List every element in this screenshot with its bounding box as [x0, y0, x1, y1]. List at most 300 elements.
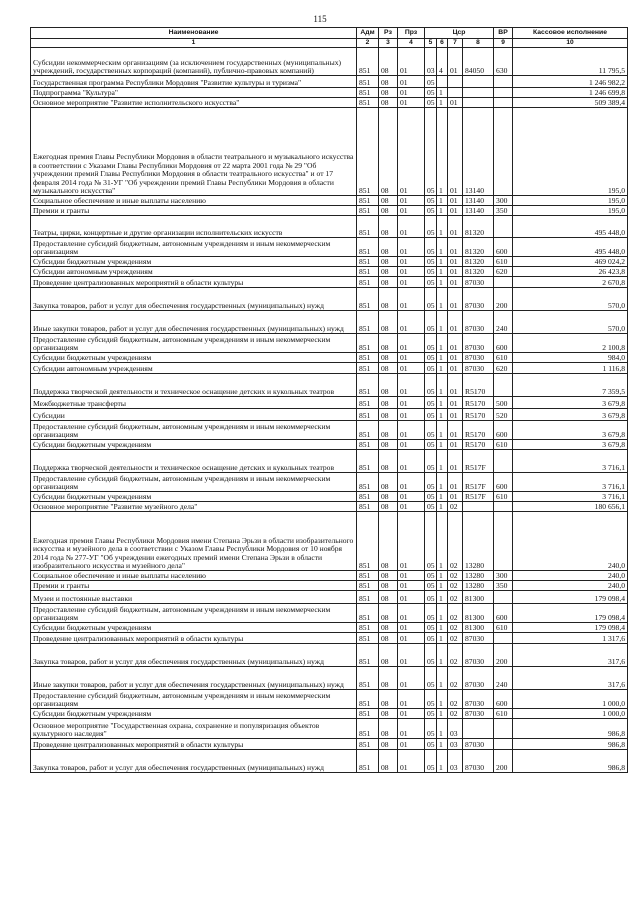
row-rz: 08 — [379, 473, 398, 492]
table-row — [31, 108, 628, 196]
row-csr-program: 05 — [425, 88, 437, 98]
row-csr-direction: 13140 — [463, 108, 494, 196]
row-csr-program: 05 — [425, 108, 437, 196]
column-number: 2 — [357, 39, 379, 48]
row-csr-program: 05 — [425, 719, 437, 739]
row-prz: 01 — [398, 473, 425, 492]
row-csr-direction — [463, 76, 494, 88]
row-csr-subprogram: 1 — [437, 450, 448, 473]
row-csr-subprogram: 1 — [437, 502, 448, 512]
row-csr-subprogram: 1 — [437, 277, 448, 288]
row-amount: 3 679,8 — [513, 421, 628, 440]
row-rz: 08 — [379, 196, 398, 206]
row-csr-direction: 87030 — [463, 709, 494, 719]
table-row — [31, 267, 628, 277]
row-rz: 08 — [379, 690, 398, 709]
row-csr-subprogram — [437, 76, 448, 88]
row-csr-program: 05 — [425, 353, 437, 363]
row-csr-direction — [463, 502, 494, 512]
row-rz: 08 — [379, 440, 398, 450]
row-rz: 08 — [379, 623, 398, 633]
row-adm: 851 — [357, 690, 379, 709]
row-vr: 600 — [494, 334, 513, 353]
row-rz: 08 — [379, 334, 398, 353]
row-prz: 01 — [398, 421, 425, 440]
row-adm: 851 — [357, 473, 379, 492]
row-csr-program: 05 — [425, 604, 437, 623]
row-vr: 610 — [494, 353, 513, 363]
row-csr-subprogram: 1 — [437, 719, 448, 739]
row-rz: 08 — [379, 353, 398, 363]
row-adm: 851 — [357, 581, 379, 591]
row-prz: 01 — [398, 238, 425, 257]
row-csr-activity: 01 — [448, 98, 463, 108]
row-csr-program: 05 — [425, 450, 437, 473]
row-rz: 08 — [379, 604, 398, 623]
row-vr: 200 — [494, 644, 513, 667]
row-prz: 01 — [398, 492, 425, 502]
column-number: 1 — [31, 39, 357, 48]
row-vr: 620 — [494, 363, 513, 374]
row-csr-direction: R5170 — [463, 421, 494, 440]
row-adm: 851 — [357, 492, 379, 502]
row-csr-activity — [448, 76, 463, 88]
row-csr-subprogram: 1 — [437, 288, 448, 311]
row-name: Субсидии некоммерческим организациям (за исключением государственных (муниципальных) учреждений, государственных корпораций (компаний), публично-правовых компаний) — [31, 48, 357, 76]
row-csr-direction: 87030 — [463, 277, 494, 288]
row-name: Премии и гранты — [31, 206, 357, 216]
table-row — [31, 288, 628, 311]
row-adm: 851 — [357, 719, 379, 739]
table-row — [31, 604, 628, 623]
row-csr-program: 05 — [425, 238, 437, 257]
row-csr-subprogram: 1 — [437, 196, 448, 206]
row-csr-subprogram: 1 — [437, 363, 448, 374]
row-csr-direction: 81320 — [463, 216, 494, 238]
row-csr-direction: R517F — [463, 492, 494, 502]
row-csr-activity: 01 — [448, 216, 463, 238]
row-vr: 600 — [494, 604, 513, 623]
row-csr-program: 05 — [425, 288, 437, 311]
row-csr-direction: 81320 — [463, 267, 494, 277]
table-row — [31, 719, 628, 739]
row-prz: 01 — [398, 440, 425, 450]
row-vr: 200 — [494, 750, 513, 773]
row-csr-program: 05 — [425, 257, 437, 267]
row-csr-direction: 81300 — [463, 604, 494, 623]
row-csr-program: 05 — [425, 581, 437, 591]
row-name: Субсидии бюджетным учреждениям — [31, 623, 357, 633]
row-adm: 851 — [357, 288, 379, 311]
row-vr — [494, 512, 513, 571]
row-amount: 179 098,4 — [513, 604, 628, 623]
row-name: Социальное обеспечение и иные выплаты населению — [31, 196, 357, 206]
row-prz: 01 — [398, 512, 425, 571]
budget-table — [30, 27, 628, 773]
column-number: 7 — [448, 39, 463, 48]
row-csr-activity: 01 — [448, 473, 463, 492]
row-vr: 610 — [494, 623, 513, 633]
row-adm: 851 — [357, 750, 379, 773]
row-vr: 610 — [494, 709, 513, 719]
table-row — [31, 450, 628, 473]
row-csr-program: 05 — [425, 267, 437, 277]
row-vr: 500 — [494, 397, 513, 409]
table-row — [31, 216, 628, 238]
row-csr-activity: 02 — [448, 709, 463, 719]
row-name: Социальное обеспечение и иные выплаты населению — [31, 571, 357, 581]
row-name: Предоставление субсидий бюджетным, автономным учреждениям и иным некоммерческим организациям — [31, 690, 357, 709]
row-amount: 3 716,1 — [513, 473, 628, 492]
row-name: Субсидии автономным учреждениям — [31, 363, 357, 374]
row-csr-activity: 02 — [448, 571, 463, 581]
row-name: Закупка товаров, работ и услуг для обеспечения государственных (муниципальных) нужд — [31, 644, 357, 667]
table-row — [31, 440, 628, 450]
row-vr — [494, 374, 513, 397]
row-prz: 01 — [398, 571, 425, 581]
row-name: Субсидии — [31, 409, 357, 421]
row-rz: 08 — [379, 512, 398, 571]
row-csr-program: 05 — [425, 571, 437, 581]
header-csr: Цср — [425, 28, 494, 39]
row-csr-program: 05 — [425, 512, 437, 571]
row-csr-subprogram: 1 — [437, 216, 448, 238]
row-csr-program: 05 — [425, 311, 437, 334]
table-row — [31, 421, 628, 440]
row-amount: 986,8 — [513, 739, 628, 750]
row-csr-program: 05 — [425, 591, 437, 604]
row-vr: 600 — [494, 690, 513, 709]
table-row — [31, 238, 628, 257]
row-amount: 984,0 — [513, 353, 628, 363]
row-amount: 240,0 — [513, 581, 628, 591]
row-csr-activity: 01 — [448, 288, 463, 311]
row-csr-direction: 81320 — [463, 257, 494, 267]
row-csr-direction: 87030 — [463, 353, 494, 363]
row-adm: 851 — [357, 216, 379, 238]
row-csr-subprogram: 1 — [437, 739, 448, 750]
row-csr-activity: 01 — [448, 421, 463, 440]
row-csr-subprogram: 1 — [437, 571, 448, 581]
row-name: Субсидии бюджетным учреждениям — [31, 257, 357, 267]
row-prz: 01 — [398, 667, 425, 690]
row-adm: 851 — [357, 633, 379, 644]
row-rz: 08 — [379, 409, 398, 421]
table-row — [31, 512, 628, 571]
row-amount: 1 000,0 — [513, 690, 628, 709]
row-vr — [494, 98, 513, 108]
row-prz: 01 — [398, 48, 425, 76]
row-rz: 08 — [379, 450, 398, 473]
row-csr-program: 05 — [425, 502, 437, 512]
row-rz: 08 — [379, 363, 398, 374]
row-amount: 3 679,8 — [513, 397, 628, 409]
row-csr-activity: 01 — [448, 311, 463, 334]
row-adm: 851 — [357, 48, 379, 76]
row-adm: 851 — [357, 667, 379, 690]
row-name: Проведение централизованных мероприятий в области культуры — [31, 277, 357, 288]
table-row — [31, 277, 628, 288]
row-amount: 1 246 699,8 — [513, 88, 628, 98]
row-prz: 01 — [398, 581, 425, 591]
row-csr-direction — [463, 88, 494, 98]
row-csr-program: 05 — [425, 633, 437, 644]
row-amount: 495 448,0 — [513, 238, 628, 257]
row-prz: 01 — [398, 76, 425, 88]
row-vr — [494, 108, 513, 196]
row-vr — [494, 76, 513, 88]
row-name: Иные закупки товаров, работ и услуг для обеспечения государственных (муниципальных) нужд — [31, 311, 357, 334]
row-name: Предоставление субсидий бюджетным, автономным учреждениям и иным некоммерческим организациям — [31, 421, 357, 440]
row-prz: 01 — [398, 591, 425, 604]
row-csr-activity: 01 — [448, 238, 463, 257]
row-csr-activity: 01 — [448, 374, 463, 397]
row-csr-program: 05 — [425, 667, 437, 690]
row-name: Субсидии бюджетным учреждениям — [31, 709, 357, 719]
row-name: Межбюджетные трансферты — [31, 397, 357, 409]
row-rz: 08 — [379, 644, 398, 667]
row-csr-activity: 01 — [448, 257, 463, 267]
row-rz: 08 — [379, 216, 398, 238]
row-csr-program: 05 — [425, 363, 437, 374]
row-csr-subprogram: 1 — [437, 709, 448, 719]
row-csr-direction: R517F — [463, 450, 494, 473]
table-header-row — [31, 28, 628, 39]
table-row — [31, 196, 628, 206]
row-csr-activity: 01 — [448, 108, 463, 196]
row-csr-subprogram: 1 — [437, 591, 448, 604]
row-name: Основное мероприятие "Развитие музейного дела" — [31, 502, 357, 512]
row-csr-activity: 02 — [448, 512, 463, 571]
row-name: Подпрограмма "Культура" — [31, 88, 357, 98]
row-rz: 08 — [379, 750, 398, 773]
row-csr-activity: 01 — [448, 196, 463, 206]
row-csr-subprogram: 1 — [437, 750, 448, 773]
row-prz: 01 — [398, 374, 425, 397]
row-amount: 179 098,4 — [513, 591, 628, 604]
row-csr-activity: 01 — [448, 206, 463, 216]
row-rz: 08 — [379, 397, 398, 409]
row-csr-direction: R5170 — [463, 440, 494, 450]
row-adm: 851 — [357, 267, 379, 277]
row-amount: 3 679,8 — [513, 409, 628, 421]
table-row — [31, 739, 628, 750]
row-csr-subprogram: 1 — [437, 257, 448, 267]
row-name: Ежегодная премия Главы Республики Мордовия в области театрального и музыкального искусства в соответствии с Указами Главы Республики Мордовия от 22 марта 2001 года № 29 "Об учреждении премий Главы Республики Мордовия в области театрального искусства" и от 17 февраля 2014 года № 31-УГ "Об учреждении премий Главы Республики Мордовия в области музыкального искусства" — [31, 108, 357, 196]
row-name: Основное мероприятие "Государственная охрана, сохранение и популяризация объектов культурного наследия" — [31, 719, 357, 739]
row-csr-subprogram: 1 — [437, 644, 448, 667]
row-amount: 317,6 — [513, 667, 628, 690]
row-rz: 08 — [379, 571, 398, 581]
row-adm: 851 — [357, 311, 379, 334]
row-name: Ежегодная премия Главы Республики Мордовия имени Степана Эрьзи в области изобразительного искусства и музейного дела в соответствии с Указом Главы Республики Мордовия от 10 ноября 2014 года № 277-УГ "Об учреждении ежегодных премий имени Степана Эрьзи в области изобразительного искусства и музейного дела" — [31, 512, 357, 571]
row-csr-subprogram: 1 — [437, 633, 448, 644]
row-csr-direction: 87030 — [463, 311, 494, 334]
row-rz: 08 — [379, 421, 398, 440]
row-adm: 851 — [357, 450, 379, 473]
row-csr-subprogram: 1 — [437, 409, 448, 421]
row-amount: 570,0 — [513, 288, 628, 311]
row-prz: 01 — [398, 409, 425, 421]
row-csr-activity: 01 — [448, 334, 463, 353]
row-csr-direction: R517F — [463, 473, 494, 492]
row-vr — [494, 633, 513, 644]
row-csr-program: 05 — [425, 492, 437, 502]
row-adm: 851 — [357, 257, 379, 267]
row-rz: 08 — [379, 288, 398, 311]
row-name: Предоставление субсидий бюджетным, автономным учреждениям и иным некоммерческим организациям — [31, 238, 357, 257]
row-csr-direction: 87030 — [463, 750, 494, 773]
row-csr-program: 05 — [425, 623, 437, 633]
header-amount: Кассовое исполнение — [513, 28, 628, 39]
row-vr: 610 — [494, 257, 513, 267]
row-vr — [494, 88, 513, 98]
row-prz: 01 — [398, 353, 425, 363]
row-prz: 01 — [398, 644, 425, 667]
table-row — [31, 667, 628, 690]
row-csr-subprogram: 1 — [437, 440, 448, 450]
row-name: Закупка товаров, работ и услуг для обеспечения государственных (муниципальных) нужд — [31, 750, 357, 773]
row-rz: 08 — [379, 667, 398, 690]
row-csr-activity: 01 — [448, 440, 463, 450]
row-prz: 01 — [398, 623, 425, 633]
row-csr-direction: 13280 — [463, 581, 494, 591]
row-prz: 01 — [398, 750, 425, 773]
row-csr-direction: R5170 — [463, 374, 494, 397]
table-body — [31, 48, 628, 773]
table-row — [31, 98, 628, 108]
table-row — [31, 409, 628, 421]
table-row — [31, 502, 628, 512]
row-csr-activity: 02 — [448, 581, 463, 591]
row-amount: 317,6 — [513, 644, 628, 667]
row-rz: 08 — [379, 709, 398, 719]
row-csr-subprogram: 1 — [437, 604, 448, 623]
row-csr-activity: 03 — [448, 719, 463, 739]
row-name: Поддержка творческой деятельности и техническое оснащение детских и кукольных театров — [31, 450, 357, 473]
row-rz: 08 — [379, 581, 398, 591]
row-amount: 1 317,6 — [513, 633, 628, 644]
row-rz: 08 — [379, 98, 398, 108]
header-adm: Адм — [357, 28, 379, 39]
column-number: 4 — [398, 39, 425, 48]
row-csr-subprogram: 1 — [437, 88, 448, 98]
row-adm: 851 — [357, 353, 379, 363]
row-csr-program: 05 — [425, 98, 437, 108]
row-rz: 08 — [379, 633, 398, 644]
row-prz: 01 — [398, 334, 425, 353]
row-amount: 986,8 — [513, 719, 628, 739]
row-prz: 01 — [398, 502, 425, 512]
row-amount: 986,8 — [513, 750, 628, 773]
row-adm: 851 — [357, 512, 379, 571]
row-adm: 851 — [357, 421, 379, 440]
row-prz: 01 — [398, 108, 425, 196]
row-csr-program: 05 — [425, 644, 437, 667]
row-adm: 851 — [357, 502, 379, 512]
row-amount: 570,0 — [513, 311, 628, 334]
row-csr-subprogram: 1 — [437, 623, 448, 633]
row-csr-program: 05 — [425, 206, 437, 216]
column-number-row — [31, 39, 628, 48]
row-csr-direction: 13280 — [463, 512, 494, 571]
row-amount: 195,0 — [513, 108, 628, 196]
row-amount: 195,0 — [513, 206, 628, 216]
header-prz: Прз — [398, 28, 425, 39]
row-csr-program: 05 — [425, 216, 437, 238]
row-csr-direction: 87030 — [463, 667, 494, 690]
row-csr-subprogram: 1 — [437, 108, 448, 196]
row-prz: 01 — [398, 98, 425, 108]
row-amount: 11 795,5 — [513, 48, 628, 76]
row-csr-subprogram: 1 — [437, 311, 448, 334]
row-name: Основное мероприятие "Развитие исполнительского искусства" — [31, 98, 357, 108]
row-rz: 08 — [379, 492, 398, 502]
row-csr-activity: 02 — [448, 644, 463, 667]
table-row — [31, 397, 628, 409]
column-number: 10 — [513, 39, 628, 48]
row-csr-direction — [463, 98, 494, 108]
row-prz: 01 — [398, 206, 425, 216]
row-adm: 851 — [357, 363, 379, 374]
row-csr-program: 05 — [425, 196, 437, 206]
row-vr: 630 — [494, 48, 513, 76]
row-vr: 300 — [494, 571, 513, 581]
row-csr-activity: 01 — [448, 492, 463, 502]
row-name: Поддержка творческой деятельности и техническое оснащение детских и кукольных театров — [31, 374, 357, 397]
row-prz: 01 — [398, 633, 425, 644]
table-row — [31, 581, 628, 591]
row-csr-activity — [448, 88, 463, 98]
row-csr-activity: 02 — [448, 604, 463, 623]
row-adm: 851 — [357, 98, 379, 108]
header-name: Наименование — [31, 28, 357, 39]
table-row — [31, 334, 628, 353]
row-csr-subprogram: 1 — [437, 334, 448, 353]
row-csr-subprogram: 1 — [437, 690, 448, 709]
row-adm: 851 — [357, 397, 379, 409]
row-csr-direction: 13140 — [463, 206, 494, 216]
row-csr-activity: 02 — [448, 591, 463, 604]
row-vr — [494, 591, 513, 604]
row-vr — [494, 216, 513, 238]
row-vr: 600 — [494, 238, 513, 257]
row-name: Предоставление субсидий бюджетным, автономным учреждениям и иным некоммерческим организациям — [31, 334, 357, 353]
row-adm: 851 — [357, 644, 379, 667]
row-adm: 851 — [357, 206, 379, 216]
row-name: Государственная программа Республики Мордовия "Развитие культуры и туризма" — [31, 76, 357, 88]
row-csr-program: 05 — [425, 409, 437, 421]
row-csr-activity: 01 — [448, 409, 463, 421]
row-prz: 01 — [398, 690, 425, 709]
row-csr-direction: 87030 — [463, 633, 494, 644]
row-vr — [494, 502, 513, 512]
row-prz: 01 — [398, 397, 425, 409]
row-adm: 851 — [357, 604, 379, 623]
row-vr — [494, 277, 513, 288]
row-prz: 01 — [398, 88, 425, 98]
table-row — [31, 374, 628, 397]
row-csr-subprogram: 1 — [437, 512, 448, 571]
table-row — [31, 88, 628, 98]
row-csr-direction: 87030 — [463, 644, 494, 667]
column-number: 5 — [425, 39, 437, 48]
row-rz: 08 — [379, 591, 398, 604]
row-rz: 08 — [379, 719, 398, 739]
row-name: Субсидии автономным учреждениям — [31, 267, 357, 277]
row-vr: 300 — [494, 196, 513, 206]
table-row — [31, 206, 628, 216]
